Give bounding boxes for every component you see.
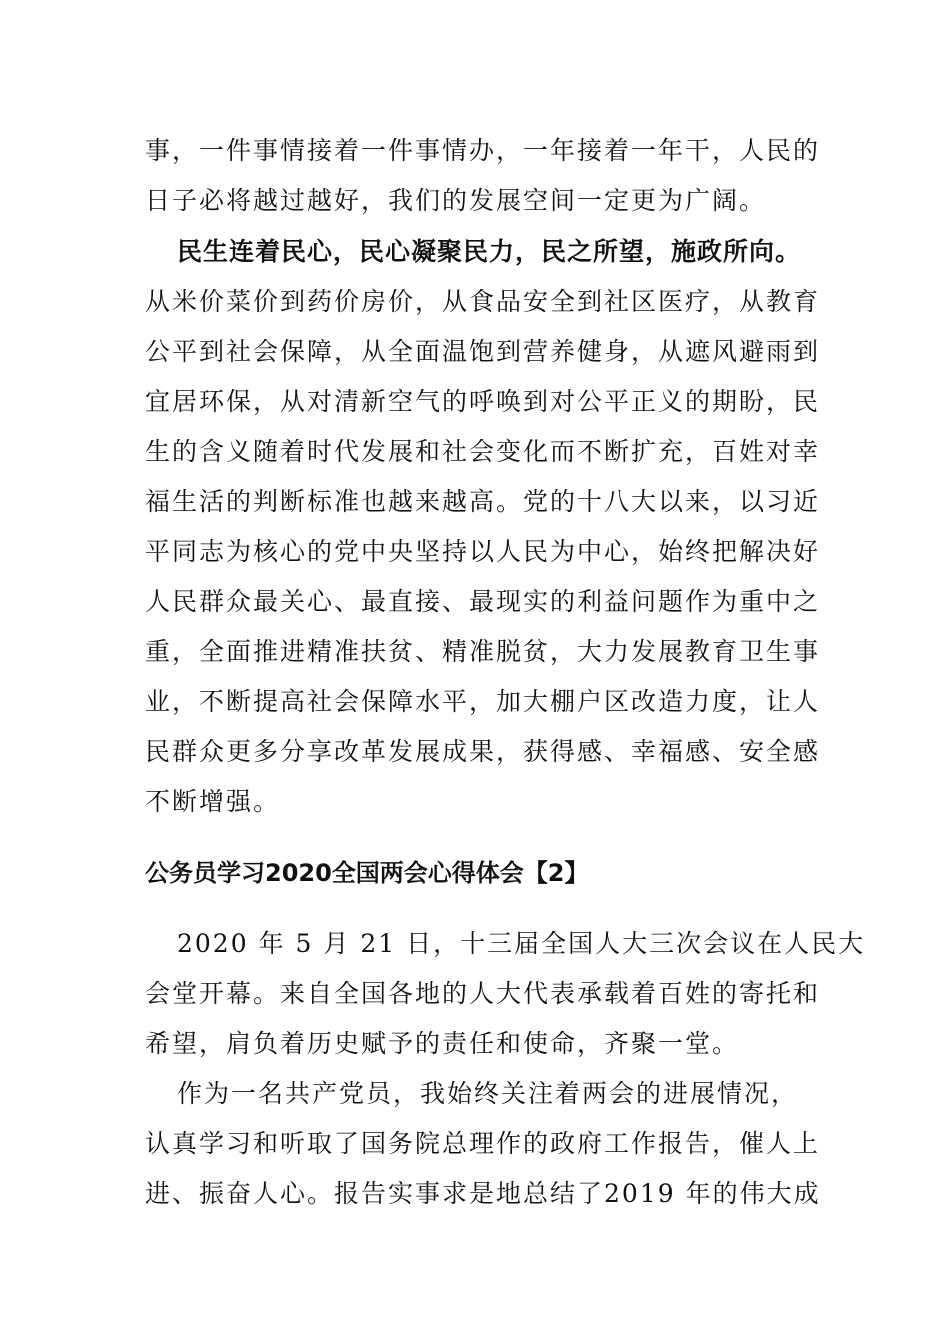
body-text-line: 业，不断提高社会保障水平，加大棚户区改造力度，让人 — [145, 687, 821, 716]
body-text-line: 生的含义随着时代发展和社会变化而不断扩充，百姓对幸 — [145, 437, 821, 466]
body-text-line: 平同志为核心的党中央坚持以人民为中心，始终把解决好 — [145, 537, 821, 566]
body-text-line: 不断增强。 — [145, 787, 281, 816]
body-text-line: 民群众更多分享改革发展成果，获得感、幸福感、安全感 — [145, 737, 821, 766]
section-heading: 公务员学习2020全国两会心得体会【2】 — [145, 859, 589, 887]
body-text-line: 福生活的判断标准也越来越高。党的十八大以来，以习近 — [145, 487, 821, 516]
body-text-line: 事，一件事情接着一件事情办，一年接着一年干，人民的 — [145, 136, 821, 165]
body-text-line: 日子必将越过越好，我们的发展空间一定更为广阔。 — [145, 186, 767, 215]
bold-lead-sentence: 民生连着民心，民心凝聚民力，民之所望，施政所向。 — [177, 237, 802, 266]
body-text-line: 希望，肩负着历史赋予的责任和使命，齐聚一堂。 — [145, 1029, 740, 1058]
body-text-line: 重，全面推进精准扶贫、精准脱贫，大力发展教育卫生事 — [145, 637, 821, 666]
body-text-line: 从米价菜价到药价房价，从食品安全到社区医疗，从教育 — [145, 287, 821, 316]
body-text-line: 宜居环保，从对清新空气的呼唤到对公平正义的期盼，民 — [145, 387, 821, 416]
body-text-line: 人民群众最关心、最直接、最现实的利益问题作为重中之 — [145, 587, 821, 616]
body-text-line: 进、振奋人心。报告实事求是地总结了2019 年的伟大成 — [145, 1179, 821, 1208]
body-text-line: 作为一名共产党员，我始终关注着两会的进展情况， — [177, 1079, 799, 1108]
body-text-line: 2020 年 5 月 21 日，十三届全国人大三次会议在人民大 — [177, 929, 866, 958]
body-text-line: 会堂开幕。来自全国各地的人大代表承载着百姓的寄托和 — [145, 979, 821, 1008]
body-text-line: 公平到社会保障，从全面温饱到营养健身，从遮风避雨到 — [145, 337, 821, 366]
body-text-line: 认真学习和听取了国务院总理作的政府工作报告，催人上 — [145, 1129, 821, 1158]
